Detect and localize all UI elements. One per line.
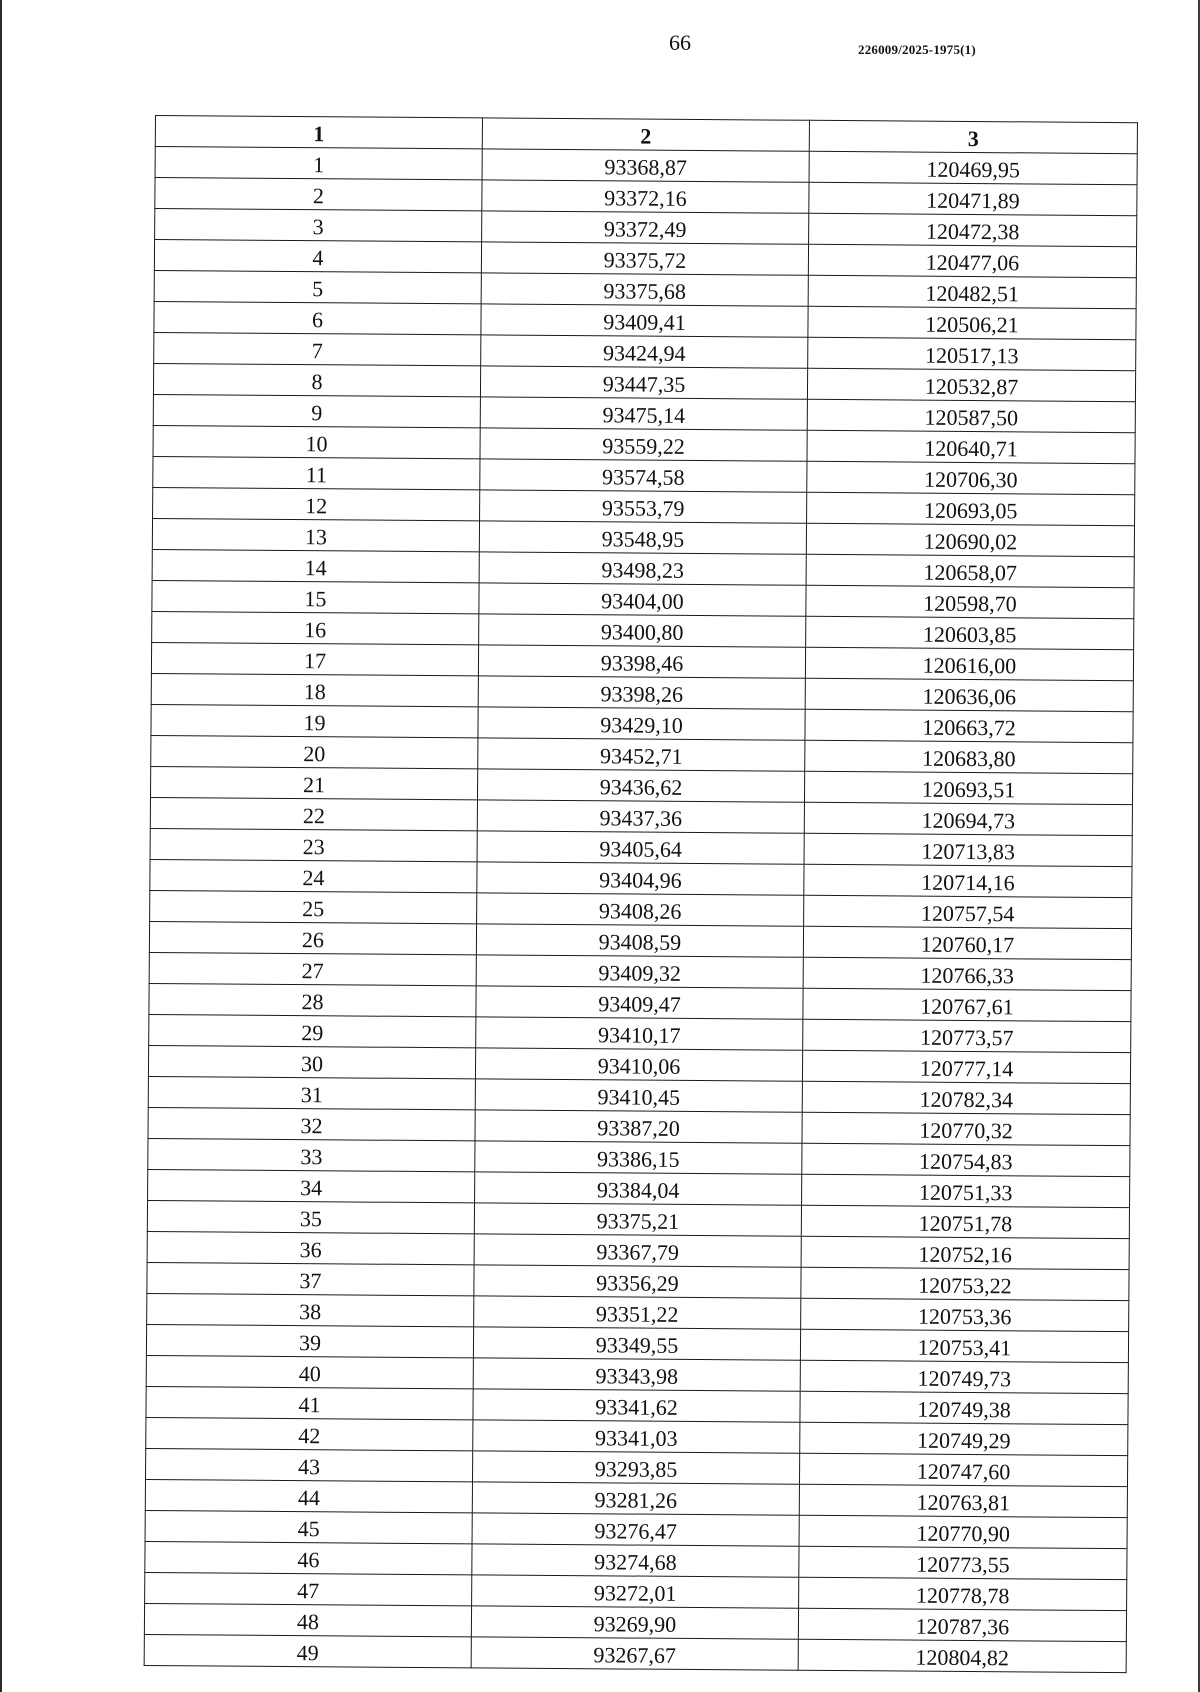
x-coordinate-cell: 93384,04 (475, 1172, 802, 1205)
point-number-cell: 7 (154, 332, 481, 365)
y-coordinate-cell: 120587,50 (807, 399, 1135, 432)
point-number-cell: 35 (147, 1200, 474, 1233)
x-coordinate-cell: 93341,62 (473, 1389, 800, 1422)
y-coordinate-cell: 120482,51 (808, 275, 1136, 308)
point-number-cell: 31 (148, 1076, 475, 1109)
y-coordinate-cell: 120763,81 (799, 1484, 1127, 1517)
point-number-cell: 25 (150, 890, 477, 923)
y-coordinate-cell: 120787,36 (798, 1608, 1126, 1641)
y-coordinate-cell: 120757,54 (804, 895, 1132, 928)
x-coordinate-cell: 93398,46 (478, 645, 805, 678)
y-coordinate-cell: 120693,51 (804, 771, 1132, 804)
x-coordinate-cell: 93356,29 (474, 1265, 801, 1298)
y-coordinate-cell: 120713,83 (804, 833, 1132, 866)
point-number-cell: 20 (151, 735, 478, 768)
point-number-cell: 32 (148, 1107, 475, 1140)
point-number-cell: 34 (148, 1169, 475, 1202)
x-coordinate-cell: 93368,87 (482, 149, 809, 182)
x-coordinate-cell: 93404,00 (479, 583, 806, 616)
point-number-cell: 5 (154, 270, 481, 303)
y-coordinate-cell: 120777,14 (802, 1050, 1130, 1083)
x-coordinate-cell: 93410,45 (475, 1079, 802, 1112)
scan-edge-left (0, 0, 2, 1692)
point-number-cell: 13 (152, 518, 479, 551)
point-number-cell: 24 (150, 859, 477, 892)
y-coordinate-cell: 120753,36 (801, 1298, 1129, 1331)
y-coordinate-cell: 120706,30 (807, 461, 1135, 494)
x-coordinate-cell: 93386,15 (475, 1141, 802, 1174)
point-number-cell: 39 (146, 1324, 473, 1357)
x-coordinate-cell: 93351,22 (474, 1296, 801, 1329)
x-coordinate-cell: 93553,79 (480, 490, 807, 523)
point-number-cell: 12 (153, 487, 480, 520)
x-coordinate-cell: 93408,59 (476, 924, 803, 957)
x-coordinate-cell: 93424,94 (481, 335, 808, 368)
x-coordinate-cell: 93437,36 (477, 800, 804, 833)
x-coordinate-cell: 93409,32 (476, 955, 803, 988)
y-coordinate-cell: 120778,78 (799, 1577, 1127, 1610)
x-coordinate-cell: 93349,55 (473, 1327, 800, 1360)
y-coordinate-cell: 120693,05 (807, 492, 1135, 525)
x-coordinate-cell: 93404,96 (477, 862, 804, 895)
y-coordinate-cell: 120766,33 (803, 957, 1131, 990)
y-coordinate-cell: 120603,85 (806, 616, 1134, 649)
point-number-cell: 49 (144, 1634, 471, 1667)
point-number-cell: 21 (150, 766, 477, 799)
y-coordinate-cell: 120760,17 (803, 926, 1131, 959)
x-coordinate-cell: 93387,20 (475, 1110, 802, 1143)
x-coordinate-cell: 93272,01 (472, 1575, 799, 1608)
point-number-cell: 38 (147, 1293, 474, 1326)
y-coordinate-cell: 120749,38 (800, 1391, 1128, 1424)
column-header: 3 (809, 120, 1137, 153)
point-number-cell: 23 (150, 828, 477, 861)
x-coordinate-cell: 93548,95 (479, 521, 806, 554)
y-coordinate-cell: 120767,61 (803, 988, 1131, 1021)
point-number-cell: 40 (146, 1355, 473, 1388)
point-number-cell: 11 (153, 456, 480, 489)
point-number-cell: 22 (150, 797, 477, 830)
point-number-cell: 27 (149, 952, 476, 985)
y-coordinate-cell: 120663,72 (805, 709, 1133, 742)
y-coordinate-cell: 120753,41 (800, 1329, 1128, 1362)
y-coordinate-cell: 120773,57 (803, 1019, 1131, 1052)
y-coordinate-cell: 120640,71 (807, 430, 1135, 463)
x-coordinate-cell: 93452,71 (478, 738, 805, 771)
x-coordinate-cell: 93276,47 (472, 1513, 799, 1546)
point-number-cell: 48 (144, 1603, 471, 1636)
y-coordinate-cell: 120517,13 (808, 337, 1136, 370)
x-coordinate-cell: 93343,98 (473, 1358, 800, 1391)
y-coordinate-cell: 120616,00 (805, 647, 1133, 680)
point-number-cell: 1 (155, 147, 482, 180)
y-coordinate-cell: 120683,80 (805, 740, 1133, 773)
point-number-cell: 19 (151, 704, 478, 737)
x-coordinate-cell: 93409,41 (481, 304, 808, 337)
coordinates-table (144, 115, 1138, 1673)
point-number-cell: 44 (145, 1479, 472, 1512)
x-coordinate-cell: 93409,47 (476, 986, 803, 1019)
x-coordinate-cell: 93475,14 (480, 397, 807, 430)
x-coordinate-cell: 93429,10 (478, 707, 805, 740)
x-coordinate-cell: 93400,80 (479, 614, 806, 647)
y-coordinate-cell: 120751,33 (802, 1174, 1130, 1207)
point-number-cell: 45 (145, 1510, 472, 1543)
y-coordinate-cell: 120773,55 (799, 1546, 1127, 1579)
column-header: 1 (155, 116, 482, 149)
x-coordinate-cell: 93574,58 (480, 459, 807, 492)
x-coordinate-cell: 93375,72 (481, 242, 808, 275)
y-coordinate-cell: 120751,78 (801, 1205, 1129, 1238)
column-header: 2 (482, 118, 809, 151)
point-number-cell: 37 (147, 1262, 474, 1295)
x-coordinate-cell: 93398,26 (478, 676, 805, 709)
point-number-cell: 14 (152, 549, 479, 582)
y-coordinate-cell: 120694,73 (804, 802, 1132, 835)
y-coordinate-cell: 120752,16 (801, 1236, 1129, 1269)
point-number-cell: 41 (146, 1386, 473, 1419)
x-coordinate-cell: 93375,68 (481, 273, 808, 306)
point-number-cell: 43 (145, 1448, 472, 1481)
point-number-cell: 16 (152, 611, 479, 644)
x-coordinate-cell: 93372,16 (482, 180, 809, 213)
point-number-cell: 3 (155, 209, 482, 242)
x-coordinate-cell: 93498,23 (479, 552, 806, 585)
y-coordinate-cell: 120747,60 (799, 1453, 1127, 1486)
point-number-cell: 18 (151, 673, 478, 706)
page-number: 66 (669, 30, 691, 55)
point-number-cell: 46 (145, 1541, 472, 1574)
point-number-cell: 15 (152, 580, 479, 613)
point-number-cell: 26 (149, 921, 476, 954)
y-coordinate-cell: 120636,06 (805, 678, 1133, 711)
x-coordinate-cell: 93372,49 (482, 211, 809, 244)
x-coordinate-cell: 93408,26 (477, 893, 804, 926)
x-coordinate-cell: 93274,68 (472, 1544, 799, 1577)
y-coordinate-cell: 120472,38 (809, 213, 1137, 246)
y-coordinate-cell: 120770,32 (802, 1112, 1130, 1145)
x-coordinate-cell: 93341,03 (473, 1420, 800, 1453)
point-number-cell: 36 (147, 1231, 474, 1264)
y-coordinate-cell: 120506,21 (808, 306, 1136, 339)
point-number-cell: 30 (148, 1045, 475, 1078)
point-number-cell: 8 (153, 363, 480, 396)
point-number-cell: 33 (148, 1138, 475, 1171)
x-coordinate-cell: 93410,17 (476, 1017, 803, 1050)
point-number-cell: 42 (146, 1417, 473, 1450)
x-coordinate-cell: 93267,67 (471, 1637, 798, 1670)
y-coordinate-cell: 120477,06 (808, 244, 1136, 277)
point-number-cell: 17 (151, 642, 478, 675)
point-number-cell: 9 (153, 394, 480, 427)
y-coordinate-cell: 120804,82 (798, 1639, 1126, 1672)
y-coordinate-cell: 120658,07 (806, 554, 1134, 587)
x-coordinate-cell: 93281,26 (472, 1482, 799, 1515)
point-number-cell: 4 (154, 240, 481, 273)
point-number-cell: 10 (153, 425, 480, 458)
document-reference: 226009/2025-1975(1) (858, 42, 976, 57)
y-coordinate-cell: 120469,95 (809, 151, 1137, 184)
table-row (144, 1634, 1126, 1672)
point-number-cell: 28 (149, 983, 476, 1016)
y-coordinate-cell: 120471,89 (809, 182, 1137, 215)
x-coordinate-cell: 93293,85 (472, 1451, 799, 1484)
y-coordinate-cell: 120532,87 (807, 368, 1135, 401)
y-coordinate-cell: 120598,70 (806, 585, 1134, 618)
y-coordinate-cell: 120690,02 (806, 523, 1134, 556)
y-coordinate-cell: 120749,73 (800, 1360, 1128, 1393)
y-coordinate-cell: 120714,16 (804, 864, 1132, 897)
x-coordinate-cell: 93559,22 (480, 428, 807, 461)
point-number-cell: 29 (149, 1014, 476, 1047)
x-coordinate-cell: 93367,79 (474, 1234, 801, 1267)
x-coordinate-cell: 93375,21 (474, 1203, 801, 1236)
y-coordinate-cell: 120753,22 (801, 1267, 1129, 1300)
point-number-cell: 47 (145, 1572, 472, 1605)
x-coordinate-cell: 93269,90 (471, 1606, 798, 1639)
y-coordinate-cell: 120770,90 (799, 1515, 1127, 1548)
x-coordinate-cell: 93447,35 (480, 366, 807, 399)
x-coordinate-cell: 93405,64 (477, 831, 804, 864)
y-coordinate-cell: 120749,29 (800, 1422, 1128, 1455)
point-number-cell: 2 (155, 178, 482, 211)
y-coordinate-cell: 120754,83 (802, 1143, 1130, 1176)
table-body (144, 147, 1137, 1673)
y-coordinate-cell: 120782,34 (802, 1081, 1130, 1114)
point-number-cell: 6 (154, 301, 481, 334)
x-coordinate-cell: 93410,06 (475, 1048, 802, 1081)
x-coordinate-cell: 93436,62 (477, 769, 804, 802)
